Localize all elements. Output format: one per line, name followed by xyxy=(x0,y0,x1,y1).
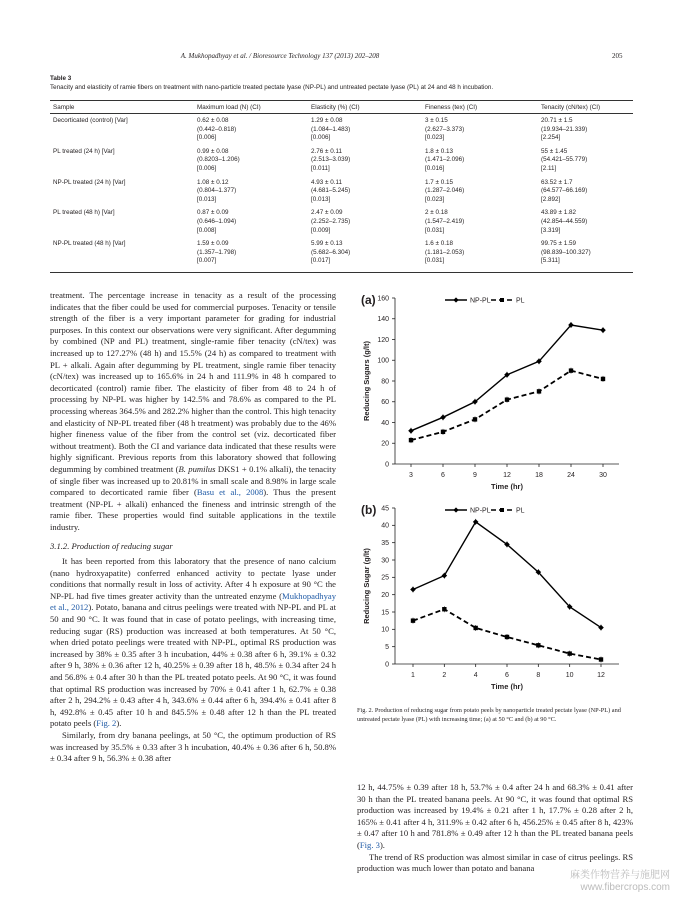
data-point xyxy=(440,415,446,421)
x-tick-label: 12 xyxy=(597,672,605,679)
panel-label: (b) xyxy=(361,503,377,517)
y-tick-label: 0 xyxy=(385,661,389,669)
table-cell-sample: Decorticated (control) [Var] xyxy=(53,117,128,124)
table-cell-fineness xyxy=(422,206,538,237)
citation-link[interactable]: Basu et al., 2008 xyxy=(196,487,264,498)
x-tick-label: 4 xyxy=(473,672,478,679)
left-text-column xyxy=(50,290,336,765)
cell-value: [2.11] xyxy=(541,164,557,172)
cell-value: (1.471–2.096) xyxy=(425,156,465,164)
cell-value: 0.62 ± 0.08 xyxy=(197,117,229,124)
table-row xyxy=(50,145,633,176)
watermark xyxy=(520,870,670,894)
table-row xyxy=(50,114,633,145)
table-cell-elasticity xyxy=(308,206,422,237)
table-cell-tenacity xyxy=(538,114,633,145)
y-tick-label: 120 xyxy=(377,336,389,344)
y-tick-label: 35 xyxy=(381,540,389,548)
column-header: Fineness (tex) (CI) xyxy=(422,101,538,114)
data-point xyxy=(410,587,416,593)
x-axis-title: Time (hr) xyxy=(491,682,523,691)
table-cell-fineness xyxy=(422,237,538,272)
table-row xyxy=(50,176,633,207)
table-cell-elasticity xyxy=(308,237,422,272)
legend-label: PL xyxy=(516,297,525,305)
table-cell-fineness xyxy=(422,145,538,176)
cell-value: 1.6 ± 0.18 xyxy=(425,240,453,248)
table-cell-load xyxy=(194,145,308,176)
y-axis-title: Reducing Sugar (g/lt) xyxy=(362,548,371,624)
cell-value: 4.93 ± 0.11 xyxy=(311,178,342,186)
series-line-np-pl xyxy=(411,325,603,431)
table-cell-tenacity xyxy=(538,145,633,176)
series-line-pl xyxy=(411,371,603,441)
cell-value: (1.084–1.483) xyxy=(311,125,351,133)
table-cell-fineness xyxy=(422,176,538,207)
x-tick-label: 9 xyxy=(473,472,477,479)
paragraph: Similarly, from dry banana peelings, at 50 °C, the optimum production of RS was increased by 35.5% ± 0.33 after 3 h incubation, 40.4% ± 0.36 after 6 h, 50.8% ± 0.34 after 9 h, 56.3% ± 0.38 after xyxy=(50,729,336,764)
table-cell-tenacity xyxy=(538,176,633,207)
legend-label: NP-PL xyxy=(470,507,491,515)
cell-value: (2.627–3.373) xyxy=(425,125,465,133)
table-cell-sample: PL treated (24 h) [Var] xyxy=(53,147,115,155)
table-caption-text: Tenacity and elasticity of ramie fibers on treatment with nano-particle treated pectate lyase (NP-PL) and untreated pectate lyase (PL) at 24 and 48 h incubation. xyxy=(50,84,494,91)
x-tick-label: 2 xyxy=(442,672,447,679)
y-tick-label: 0 xyxy=(385,461,389,469)
cell-value: [0.006] xyxy=(197,164,217,172)
cell-value: (1.547–2.419) xyxy=(425,217,465,225)
cell-value: [5.311] xyxy=(541,257,560,265)
y-tick-label: 40 xyxy=(381,522,389,530)
cell-value: (2.252–2.735) xyxy=(311,217,351,225)
cell-value: 1.08 ± 0.12 xyxy=(197,178,229,186)
data-point xyxy=(536,643,540,647)
data-point xyxy=(442,573,448,579)
data-point xyxy=(408,428,414,434)
x-tick-label: 8 xyxy=(536,672,541,679)
cell-value: 43.89 ± 1.82 xyxy=(541,209,576,217)
y-axis-title: Reducing Sugars (g/lt) xyxy=(362,340,371,422)
cell-value: (4.681–5.245) xyxy=(311,187,351,195)
cell-value: 3 ± 0.15 xyxy=(425,117,448,124)
data-point xyxy=(411,618,415,622)
legend-marker xyxy=(453,507,458,512)
cell-value: 0.87 ± 0.09 xyxy=(197,209,229,217)
x-tick-label: 24 xyxy=(567,472,575,479)
cell-value: (19.934–21.339) xyxy=(541,125,588,133)
cell-value: 1.29 ± 0.08 xyxy=(311,117,343,124)
data-point xyxy=(600,327,606,333)
cell-value: [3.319] xyxy=(541,226,561,234)
x-tick-label: 1 xyxy=(411,672,415,679)
paragraph: treatment. The percentage increase in tenacity as a result of the processing indicates that the fiber could be used for commercial purposes. Tenacity or tensile strength of the fiber is a very important parameter for grading for industrial purposes. In this context our observations were very significant. After degumming by combined (NP and PL) treatment, single-ramie fiber tenacity (cN/tex) was increased up to 127.27% (48 h) and 15.5% (24 h) as compared to treatment with PL + alkali. Again after degumming by PL treatment, single ramie fiber tenacity (cN/tex) was increased up to 165.6% in 24 h and 111.9% in 48 h compared to decorticated (control) ramie fiber. The elasticity of fiber from 48 to 24 h of processing by NP-PL was higher by 142.5% and 78.6% as compared to the PL processing whereas 364.5% and 282.2% higher than the control. This high tenacity and elasticity of NP-PL treated fiber (48 h treatment) was probably due to the 46% higher fineness value of the fiber from the control set (viz. decorticated fiber without treatment). Both the CI and variance data indicated that these results were highly significant. Previous reports from this laboratory showed that following degumming by combined treatment (B. pumilus DKS1 + 0.1% alkali), the tenacity of single fiber was increased up to 20.81% in small scale and 8.98% in large scale compared to decorticated ramie fiber (Basu et al., 2008). Thus the present treatment (NP-PL + alkali) enhanced the fineness and intrinsic strength of the ramie fiber. These properties would find suitable applications in the textile industry. xyxy=(50,290,336,532)
cell-value: (0.8203–1.206) xyxy=(197,156,240,164)
x-tick-label: 10 xyxy=(565,672,574,679)
cell-value: (98.839–100.327) xyxy=(541,248,591,256)
data-point xyxy=(537,389,541,393)
data-point xyxy=(409,438,413,442)
table-cell-sample: NP-PL treated (24 h) [Var] xyxy=(53,178,126,186)
table-row xyxy=(50,206,633,237)
table-cell-load xyxy=(194,206,308,237)
watermark-line: www.fibercrops.com xyxy=(580,882,670,893)
data-point xyxy=(567,651,571,655)
cell-value: [2.254] xyxy=(541,134,561,142)
cell-value: (1.357–1.798) xyxy=(197,248,237,256)
x-tick-label: 18 xyxy=(535,472,543,479)
figure-caption: Fig. 2. Production of reducing sugar from potato peels by nanoparticle treated pectate lyase (NP-PL) and untreated pectate lyase (PL) with increasing time; (a) at 50 °C and (b) at 90 °C. xyxy=(357,707,621,723)
section-heading: 3.1.2. Production of reducing sugar xyxy=(50,541,173,552)
cell-value: 1.7 ± 0.15 xyxy=(425,178,453,186)
right-text-column xyxy=(357,782,633,875)
cell-value: (0.804–1.377) xyxy=(197,187,237,195)
data-point xyxy=(473,626,477,630)
data-point xyxy=(505,635,509,639)
cell-value: [0.008] xyxy=(197,226,217,234)
cell-value: 1.59 ± 0.09 xyxy=(197,240,229,248)
y-tick-label: 10 xyxy=(381,626,389,634)
y-tick-label: 60 xyxy=(381,399,389,407)
cell-value: [0.007] xyxy=(197,257,217,265)
paragraph: The trend of RS production was almost similar in case of citrus peelings. RS production was much lower than potato and banana xyxy=(357,851,633,874)
y-tick-label: 160 xyxy=(377,295,389,303)
y-tick-label: 140 xyxy=(377,316,389,324)
legend-label: NP-PL xyxy=(470,297,491,305)
cell-value: [0.023] xyxy=(425,195,445,203)
figure-link[interactable]: Fig. 3 xyxy=(359,839,380,850)
cell-value: (54.421–55.779) xyxy=(541,156,588,164)
cell-value: 2 ± 0.18 xyxy=(425,209,448,217)
cell-value: 20.71 ± 1.5 xyxy=(541,117,573,124)
paragraph: 12 h, 44.75% ± 0.39 after 18 h, 53.7% ± 0.4 after 24 h and 68.3% ± 0.41 after 30 h than the PL treated banana peels. At 90 °C, it was found that optimal RS production was increased by 19.4% ± 0.21 after 1 h, 17.7% ± 0.28 after 2 h, 165% ± 0.41 after 4 h, 311.9% ± 0.42 after 6 h, 456.25% ± 0.45 after 8 h, 423% ± 0.47 after 10 h and 781.8% ± 0.49 after 12 h than the PL treated banana peels (Fig. 3). xyxy=(357,782,633,850)
panel-label: (a) xyxy=(361,293,376,307)
cell-value: 63.52 ± 1.7 xyxy=(541,178,573,186)
cell-value: [0.011] xyxy=(311,164,330,172)
y-tick-label: 80 xyxy=(381,378,389,386)
cell-value: 2.76 ± 0.11 xyxy=(311,147,342,155)
cell-value: [0.013] xyxy=(311,195,331,203)
cell-value: [2.892] xyxy=(541,195,561,203)
legend-marker xyxy=(500,298,504,302)
cell-value: 55 ± 1.45 xyxy=(541,147,568,155)
table-cell-sample: NP-PL treated (48 h) [Var] xyxy=(50,237,194,272)
series-line-np-pl xyxy=(413,522,601,628)
running-header xyxy=(0,52,678,64)
cell-value: 99.75 ± 1.59 xyxy=(541,240,576,248)
table-caption xyxy=(50,74,650,92)
x-tick-label: 6 xyxy=(505,672,509,679)
cell-value: [0.006] xyxy=(311,134,331,142)
cell-value: (5.682–6.304) xyxy=(311,248,351,256)
table-label: Table 3 xyxy=(50,75,72,82)
data-point xyxy=(569,368,573,372)
y-tick-label: 30 xyxy=(381,557,389,565)
cell-value: 5.99 ± 0.13 xyxy=(311,240,343,248)
cell-value: 2.47 ± 0.09 xyxy=(311,209,343,217)
data-point xyxy=(601,377,605,381)
cell-value: (1.287–2.046) xyxy=(425,187,465,195)
data-point xyxy=(473,417,477,421)
cell-value: [0.017] xyxy=(311,257,331,265)
column-header: Maximum load (N) (CI) xyxy=(194,101,308,114)
data-point xyxy=(441,430,445,434)
cell-value: (2.513–3.039) xyxy=(311,156,351,164)
paragraph: It has been reported from this laboratory that the presence of nano calcium (nano hydroxyapatite) conferred enhanced activity to pectate lyase under conditions that normally result in loss of activity. After 4 h exposure at 90 °C the NP-PL had five times greater activity than the untreated enzyme (Mukhopadhyay et al., 2012). Potato, banana and citrus peelings were treated with NP-PL and PL at 50 and 90 °C. It was found that in case of potato peelings, with increasing time, reducing sugar (RS) production was increased at both temperatures. At 50 °C, when dried potato peelings were treated with NP-PL, optimal RS production was increased by 38% ± 0.35 after 3 h incubation, 44% ± 0.38 after 6 h, 39.1% ± 0.32 after 9 h, 38% ± 0.36 after 12 h, 40.25% ± 0.39 after 18 h, 48.5% ± 0.34 after 24 h and 56.8% ± 0.4 after 30 h than the PL treated potato peels. At 90 °C, it was found that optimal RS production was increased by 70% ± 0.41 after 1 h, 62.7% ± 0.38 after 2 h, 294.2% ± 0.43 after 4 h, 343.6% ± 0.44 after 6 h, 394.4% ± 0.41 after 8 h, 492.8% ± 0.45 after 10 h and 845.5% ± 0.48 after 12 h than the PL treated potato peels (Fig. 2). xyxy=(50,556,336,729)
column-header: Sample xyxy=(50,101,194,114)
cell-value: 0.99 ± 0.08 xyxy=(197,147,229,155)
table-cell-elasticity xyxy=(308,145,422,176)
cell-value: [0.013] xyxy=(197,195,217,203)
legend-label: PL xyxy=(516,507,525,515)
cell-value: [0.031] xyxy=(425,226,445,234)
x-tick-label: 12 xyxy=(503,472,511,479)
column-header: Elasticity (%) (CI) xyxy=(308,101,422,114)
cell-value: [0.023] xyxy=(425,134,445,142)
table-cell-elasticity xyxy=(308,114,422,145)
legend-marker xyxy=(500,508,504,512)
cell-value: (64.577–66.169) xyxy=(541,187,588,195)
table-header-row xyxy=(50,101,633,114)
legend-marker xyxy=(453,297,458,302)
cell-value: (0.646–1.094) xyxy=(197,217,237,225)
y-tick-label: 25 xyxy=(381,574,389,582)
cell-value: (42.854–44.559) xyxy=(541,217,588,225)
cell-value: (0.442–0.818) xyxy=(197,125,237,133)
table-cell-load xyxy=(194,237,308,272)
column-header: Tenacity (cN/tex) (CI) xyxy=(538,101,633,114)
data-point xyxy=(442,607,446,611)
cell-value: (1.181–2.053) xyxy=(425,248,465,256)
table-cell-tenacity xyxy=(538,237,633,272)
data-table xyxy=(50,100,633,273)
figure-2a-chart xyxy=(357,288,637,500)
cell-value: [0.009] xyxy=(311,226,331,234)
x-tick-label: 30 xyxy=(599,472,607,479)
cell-value: [0.006] xyxy=(197,134,217,142)
x-tick-label: 6 xyxy=(441,472,445,479)
table-cell-load xyxy=(194,114,308,145)
data-point xyxy=(599,657,603,661)
x-tick-label: 3 xyxy=(409,472,413,479)
table-cell-elasticity xyxy=(308,176,422,207)
figure-2b-chart xyxy=(357,500,637,702)
table-cell-tenacity xyxy=(538,206,633,237)
citation-link[interactable]: Mukhopadhyay et al., 2012 xyxy=(50,590,336,613)
watermark-line: 麻类作物营养与施肥网 xyxy=(570,870,670,881)
journal-reference: A. Mukhopadhyay et al. / Bioresource Technology 137 (2013) 202–208 xyxy=(180,52,380,60)
cell-value: 1.8 ± 0.13 xyxy=(425,147,453,155)
y-tick-label: 100 xyxy=(377,357,389,365)
table-row xyxy=(50,237,633,272)
table-cell-load xyxy=(194,176,308,207)
cell-value: [0.031] xyxy=(425,257,445,265)
data-point xyxy=(505,397,509,401)
y-tick-label: 20 xyxy=(381,440,389,448)
page-number: 205 xyxy=(612,52,623,60)
table-cell-fineness xyxy=(422,114,538,145)
y-tick-label: 5 xyxy=(385,644,389,652)
cell-value: [0.016] xyxy=(425,164,445,172)
y-tick-label: 40 xyxy=(381,419,389,427)
y-tick-label: 20 xyxy=(381,592,389,600)
y-tick-label: 45 xyxy=(381,505,389,513)
y-tick-label: 15 xyxy=(381,609,389,617)
table-cell-sample: PL treated (48 h) [Var] xyxy=(53,209,115,217)
figure-link[interactable]: Fig. 2 xyxy=(96,718,117,729)
x-axis-title: Time (hr) xyxy=(491,482,523,491)
